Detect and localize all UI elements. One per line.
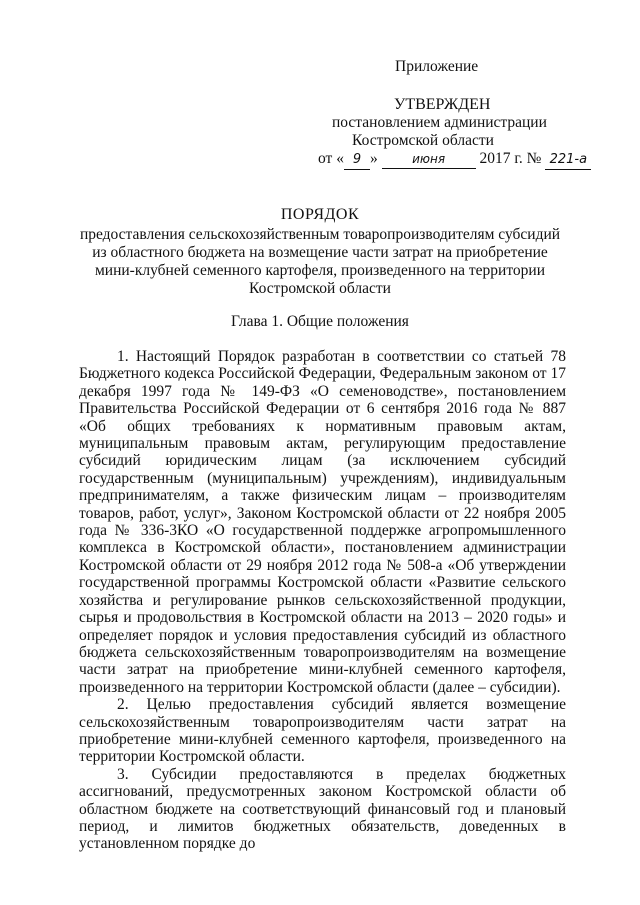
document-body (79, 348, 566, 853)
approval-date-line (318, 150, 600, 170)
paragraph-1: 1. Настоящий Порядок разработан в соответствии со статьей 78 Бюджетного кодекса Российской Федерации, Федеральным законом от 17 декабря 1997 года № 149-ФЗ «О семеноводстве», постановлением Правительства Российской Федерации от 6 сентября 2016 года № 887 «Об общих требованиях к нормативным правовым актам, муниципальным правовым актам, регулирующим предоставление субсидий юридическим лицам (за исключением субсидий государственным (муниципальным) учреждениям), индивидуальным предпринимателям, а также физическим лицам – производителям товаров, работ, услуг», Законом Костромской области от 22 ноября 2005 года № 336-3КО «О государственной поддержке агропромышленного комплекса в Костромской области», постановлением администрации Костромской области от 29 ноября 2012 года № 508-а «Об утверждении государственной программы Костромской области «Развитие сельского хозяйства и регулирование рынков сельскохозяйственной продукции, сырья и продовольствия в Костромской области на 2013 – 2020 годы» и определяет порядок и условия предоставления субсидий из областного бюджета сельскохозяйственным товаропроизводителям на возмещение части затрат на приобретение мини-клубней семенного картофеля, произведенного на территории Костромской области (далее – субсидии). (79, 348, 566, 696)
date-month: июня (382, 150, 476, 169)
chapter-heading: Глава 1. Общие положения (231, 313, 409, 330)
approval-block (300, 58, 600, 170)
date-quote-close: » (369, 150, 378, 167)
annex-label: Приложение (395, 58, 479, 75)
document-subtitle-line: из областного бюджета на возмещение части затрат на приобретение (92, 244, 548, 261)
paragraph-3: 3. Субсидии предоставляются в пределах бюджетных ассигнований, предусмотренных законом Костромской области об областном бюджете на соответствующий финансовый год и плановый период, и лимитов бюджетных обязательств, доведенных в установленном порядке до (79, 765, 566, 853)
approved-by-line: постановлением администрации (332, 114, 547, 131)
date-prefix: от « (318, 150, 344, 167)
approved-stamp-text: УТВЕРЖДЕН (394, 96, 491, 113)
document-subtitle-line: мини-клубней семенного картофеля, произведенного на территории (94, 262, 546, 279)
document-subtitle-line: Костромской области (249, 280, 391, 297)
approved-region-line: Костромской области (352, 132, 494, 149)
document-subtitle-line: предоставления сельскохозяйственным товаропроизводителям субсидий (79, 226, 561, 243)
paragraph-2: 2. Целью предоставления субсидий является возмещение сельскохозяйственным товаропроизводителям части затрат на приобретение мини-клубней семенного картофеля, произведенного на территории Костромской области. (79, 696, 566, 766)
date-year: 2017 г. № (479, 150, 542, 167)
document-title-block (70, 206, 570, 298)
resolution-number: 221-а (545, 151, 591, 170)
date-day: 9 (344, 151, 370, 170)
document-title: ПОРЯДОК (280, 206, 360, 223)
